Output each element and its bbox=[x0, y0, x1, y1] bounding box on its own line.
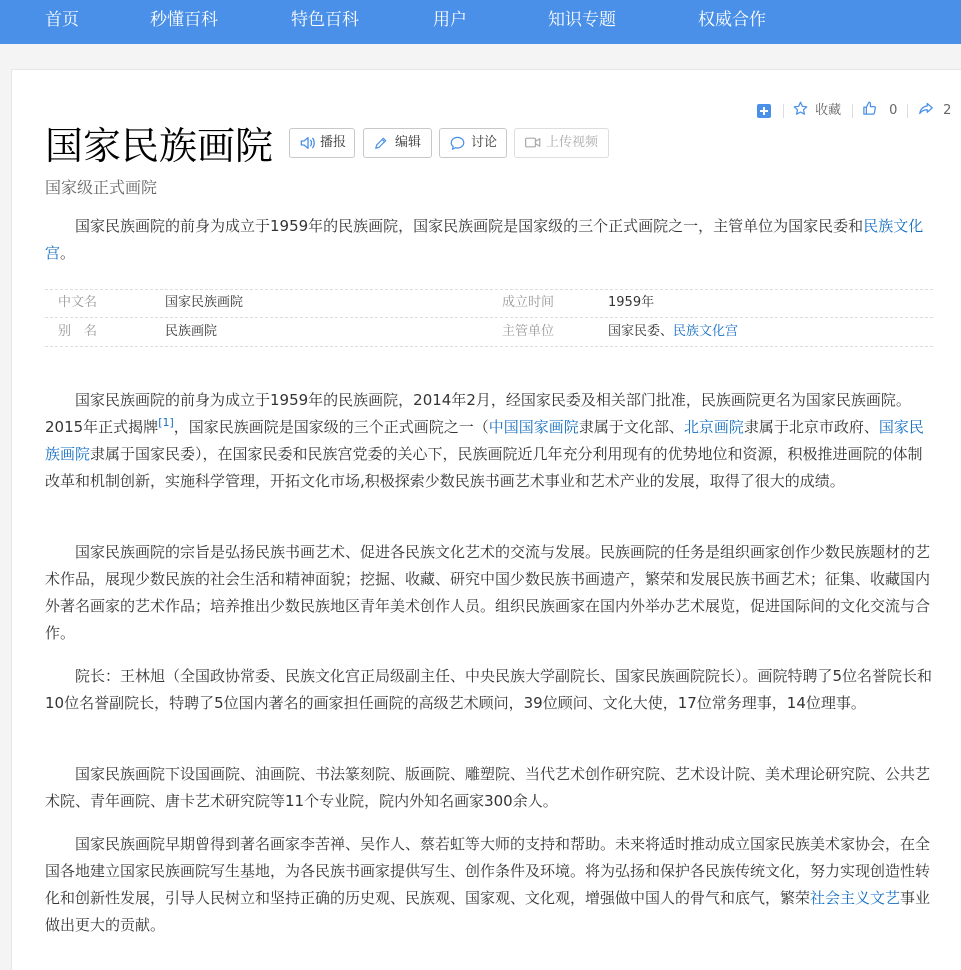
nav-item-topics[interactable]: 知识专题 bbox=[548, 10, 616, 30]
edit-button[interactable] bbox=[363, 128, 432, 158]
star-icon bbox=[793, 101, 808, 116]
body-paragraph-1 bbox=[45, 387, 933, 495]
info-label-alias: 别 名 bbox=[58, 324, 98, 339]
top-nav-bar bbox=[0, 0, 961, 44]
summary-end: 。 bbox=[60, 244, 76, 262]
authority-link-minzu-wenhuagong[interactable]: 民族文化宫 bbox=[673, 324, 739, 339]
pencil-icon bbox=[374, 136, 388, 150]
authority-text: 国家民委、 bbox=[608, 324, 674, 339]
share-button[interactable] bbox=[918, 101, 951, 121]
info-label-authority: 主管单位 bbox=[502, 324, 555, 339]
share-count: 2 bbox=[943, 103, 952, 118]
nav-item-miaodong[interactable]: 秒懂百科 bbox=[150, 10, 218, 30]
like-button[interactable] bbox=[862, 101, 897, 121]
discuss-label: 讨论 bbox=[471, 135, 498, 150]
upload-video-button[interactable] bbox=[514, 128, 609, 158]
thumbs-up-icon bbox=[862, 101, 877, 116]
body-paragraph-3: 院长：王林旭（全国政协常委、民族文化宫正局级副主任、中央民族大学副院长、国家民族画院院长）。画院特聘了5位名誉院长和10位名誉副院长，特聘了5位国内著名的画家担任画院的高级艺术顾问，39位顾问、文化大使，17位常务理事，14位理事。 bbox=[45, 667, 933, 712]
toolbar-divider bbox=[852, 104, 853, 118]
link-china-national-academy-of-painting[interactable]: 中国国家画院 bbox=[488, 418, 579, 436]
link-national-ethnic-academy[interactable]: 国家民族画院 bbox=[45, 418, 924, 463]
toolbar-divider bbox=[783, 104, 784, 118]
info-label-founded: 成立时间 bbox=[502, 295, 555, 310]
nav-item-featured[interactable]: 特色百科 bbox=[291, 10, 359, 30]
link-socialist-literature-art[interactable]: 社会主义文艺 bbox=[810, 889, 901, 907]
body-paragraph-4: 国家民族画院下设国画院、油画院、书法篆刻院、版画院、雕塑院、当代艺术创作研究院、艺术设计院、美术理论研究院、公共艺术院、青年画院、唐卡艺术研究院等11个专业院，院内外知名画家300余人。 bbox=[45, 765, 931, 810]
add-icon[interactable] bbox=[757, 101, 771, 121]
summary-link-minzu-wenhuagong[interactable]: 民族文化宫 bbox=[45, 217, 924, 262]
info-label-chinese-name: 中文名 bbox=[58, 295, 98, 310]
collect-label: 收藏 bbox=[815, 103, 842, 118]
summary-paragraph bbox=[45, 213, 933, 267]
p1-text-2: ，国家民族画院是国家级的三个正式画院之一（ bbox=[173, 418, 489, 436]
page-subtitle: 国家级正式画院 bbox=[45, 178, 158, 197]
collect-button[interactable] bbox=[793, 101, 841, 121]
nav-item-partners[interactable]: 权威合作 bbox=[698, 10, 766, 30]
upload-video-label: 上传视频 bbox=[546, 135, 599, 150]
p1-text-4: 隶属于北京市政府、 bbox=[743, 418, 879, 436]
nav-item-home[interactable]: 首页 bbox=[45, 10, 79, 30]
link-beijing-fine-art-academy[interactable]: 北京画院 bbox=[683, 418, 744, 436]
body-paragraph-5 bbox=[45, 831, 933, 939]
discuss-button[interactable] bbox=[439, 128, 507, 158]
video-camera-icon bbox=[525, 136, 541, 149]
p1-text-5: 隶属于国家民委），在国家民委和民族宫党委的关心下，民族画院近几年充分利用现有的优势地位和资源，积极推进画院的体制改革和机制创新，实施科学管理，开拓文化市场,积极探索少数民族书画艺术事业和艺术产业的发展，取得了很大的成绩。 bbox=[45, 445, 923, 490]
nav-item-users[interactable]: 用户 bbox=[433, 10, 467, 30]
comment-icon bbox=[450, 136, 465, 150]
toolbar-divider bbox=[907, 104, 908, 118]
info-box-divider bbox=[45, 317, 933, 318]
p5-text-2: 事业做出更大的贡献。 bbox=[45, 889, 931, 934]
edit-label: 编辑 bbox=[395, 135, 422, 150]
reference-marker-1[interactable]: [1] bbox=[158, 416, 174, 429]
info-value-authority bbox=[608, 323, 738, 341]
broadcast-label: 播报 bbox=[320, 135, 347, 150]
p1-text-3: 隶属于文化部、 bbox=[578, 418, 684, 436]
info-value-alias: 民族画院 bbox=[165, 324, 218, 339]
body-paragraph-2: 国家民族画院的宗旨是弘扬民族书画艺术、促进各民族文化艺术的交流与发展。民族画院的任务是组织画家创作少数民族题材的艺术作品，展现少数民族的社会生活和精神面貌；挖掘、收藏、研究中国少数民族书画遗产，繁荣和发展民族书画艺术；征集、收藏国内外著名画家的艺术作品；培养推出少数民族地区青年美术创作人员。组织民族画家在国内外举办艺术展览，促进国际间的文化交流与合作。 bbox=[45, 543, 931, 642]
speaker-icon bbox=[300, 136, 316, 150]
info-box-top-border bbox=[45, 289, 933, 290]
share-icon bbox=[918, 101, 934, 116]
info-value-founded: 1959年 bbox=[608, 295, 655, 310]
summary-text: 国家民族画院的前身为成立于1959年的民族画院，国家民族画院是国家级的三个正式画院之一，主管单位为国家民委和 bbox=[75, 217, 864, 235]
p5-text-1: 国家民族画院早期曾得到著名画家李苦禅、吴作人、蔡若虹等大师的支持和帮助。未来将适时推动成立国家民族美术家协会，在全国各地建立国家民族画院写生基地，为各民族书画家提供写生、创作条件及环境。将为弘扬和保护各民族传统文化，努力实现创造性转化和创新性发展，引导人民树立和坚持正确的历史观、民族观、国家观、文化观，增强做中国人的骨气和底气，繁荣 bbox=[45, 835, 931, 907]
like-count: 0 bbox=[889, 103, 898, 118]
info-box-bottom-border bbox=[45, 346, 933, 347]
page-title: 国家民族画院 bbox=[45, 124, 274, 168]
info-value-chinese-name: 国家民族画院 bbox=[165, 295, 244, 310]
broadcast-button[interactable] bbox=[289, 128, 355, 158]
p1-text-1: 国家民族画院的前身为成立于1959年的民族画院，2014年2月，经国家民委及相关部门批准，民族画院更名为国家民族画院。2015年正式揭牌 bbox=[45, 391, 911, 436]
